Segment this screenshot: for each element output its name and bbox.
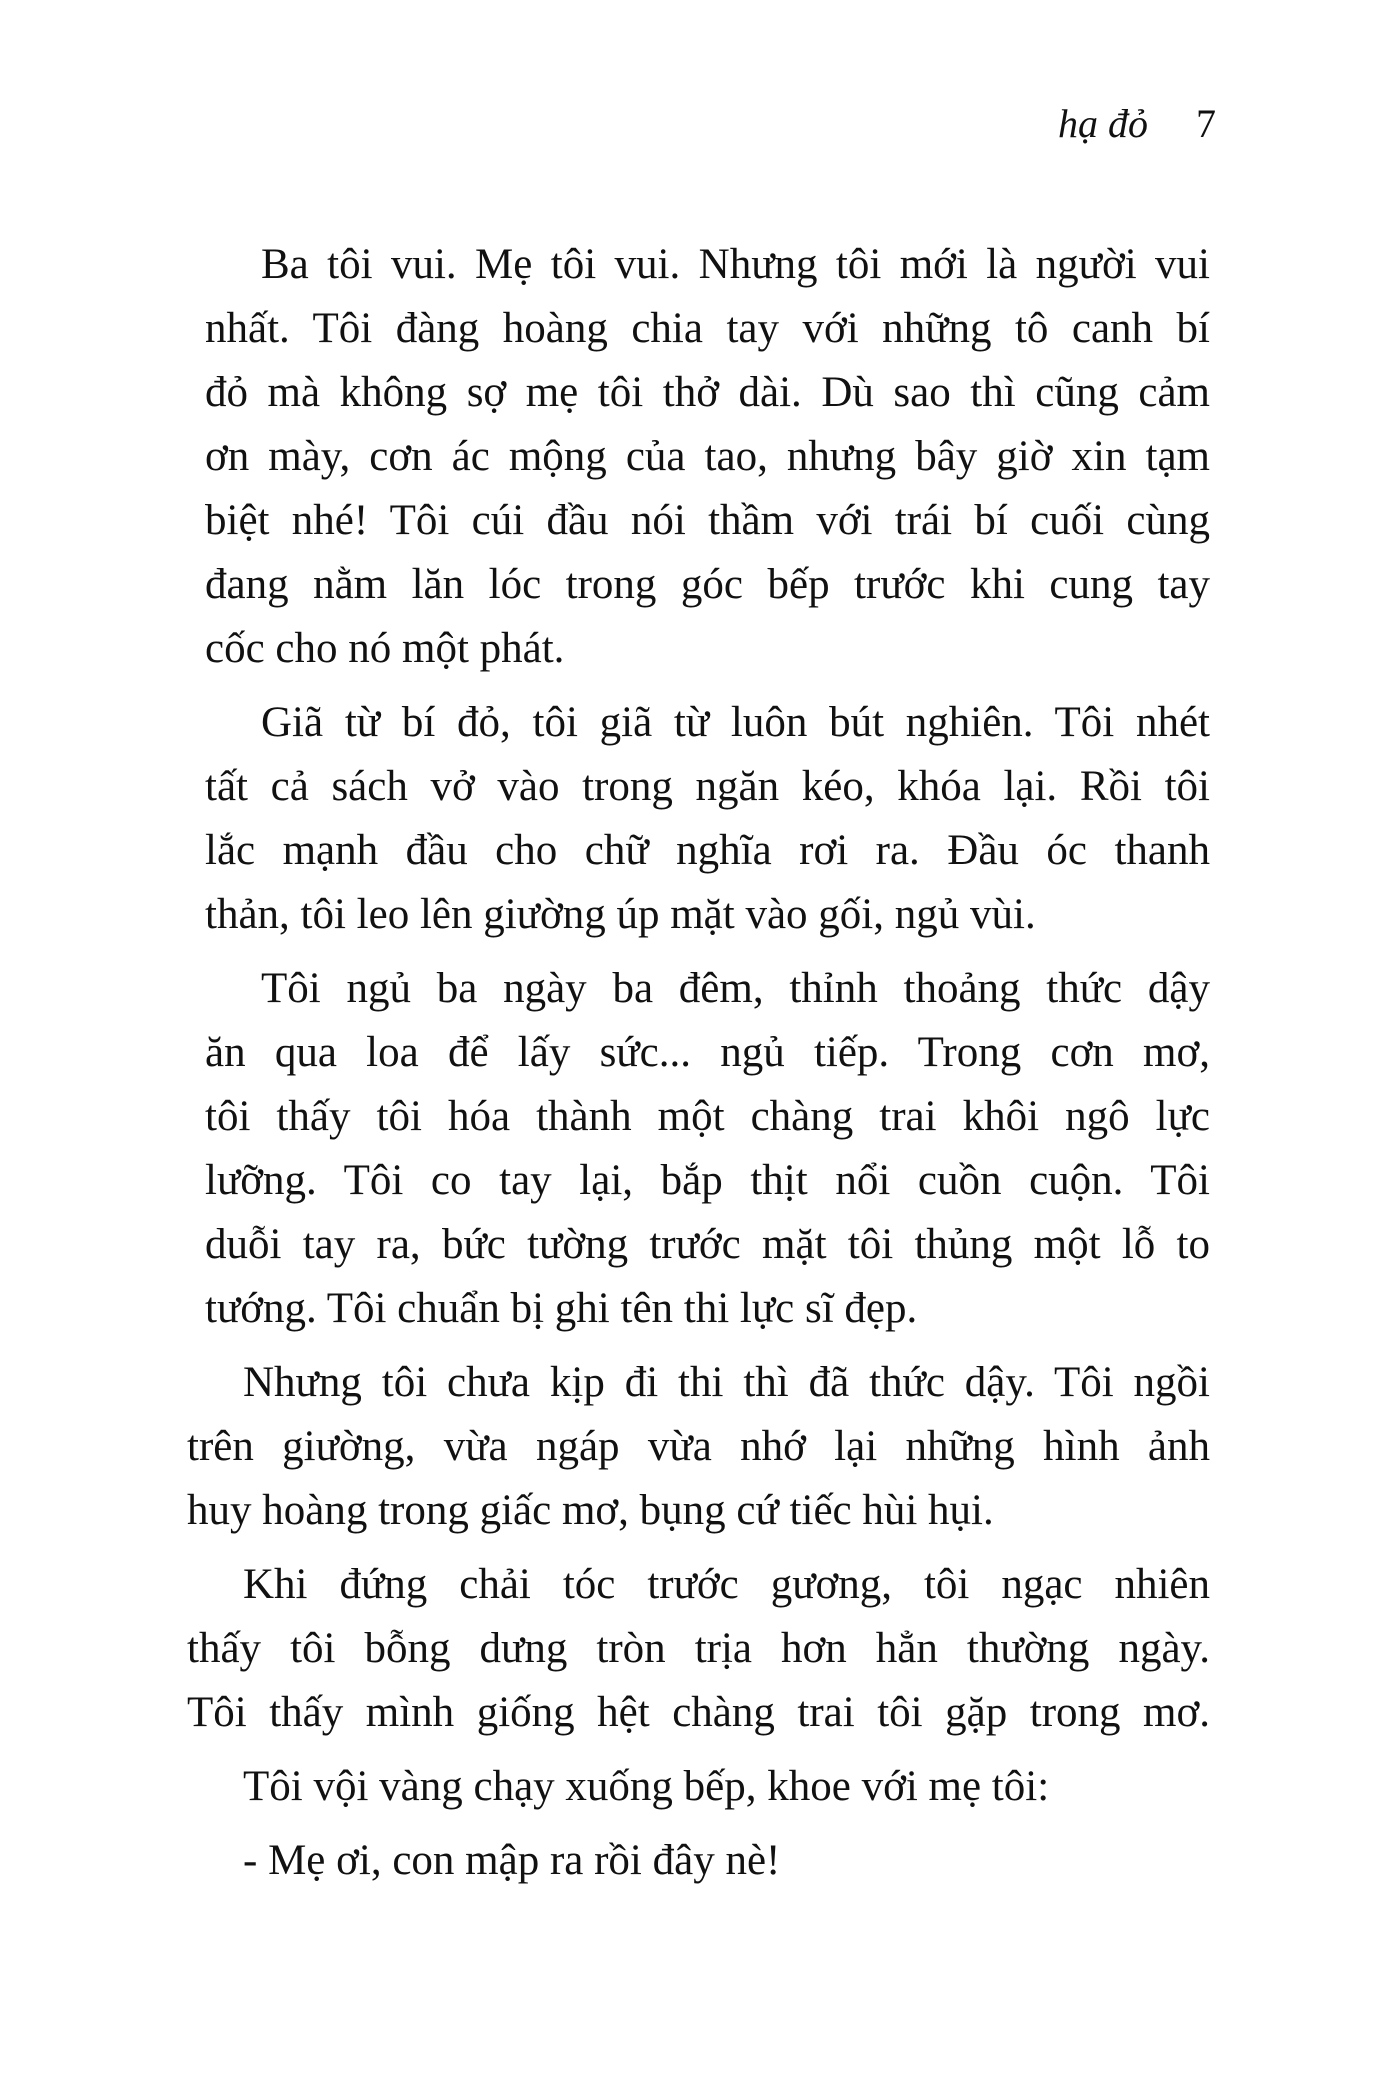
text-line: Khi đứng chải tóc trước gương, tôi ngạc nhiên xyxy=(243,1561,1210,1608)
text-line: đỏ mà không sợ mẹ tôi thở dài. Dù sao thì cũng cảm xyxy=(205,369,1210,416)
paragraph xyxy=(205,233,1210,681)
text-line: lưỡng. Tôi co tay lại, bắp thịt nổi cuồn cuộn. Tôi xyxy=(205,1157,1210,1204)
text-line: biệt nhé! Tôi cúi đầu nói thầm với trái bí cuối cùng xyxy=(205,497,1210,544)
text-line: Giã từ bí đỏ, tôi giã từ luôn bút nghiên. Tôi nhét xyxy=(261,699,1210,746)
paragraph xyxy=(187,1755,1210,1819)
text-line: Nhưng tôi chưa kịp đi thi thì đã thức dậy. Tôi ngồi xyxy=(243,1359,1210,1406)
text-line: ăn qua loa để lấy sức... ngủ tiếp. Trong cơn mơ, xyxy=(205,1029,1210,1076)
text-line: cốc cho nó một phát. xyxy=(205,625,565,672)
text-line: nhất. Tôi đàng hoàng chia tay với những tô canh bí xyxy=(205,305,1210,352)
page-body xyxy=(187,233,1210,1903)
running-header xyxy=(1058,100,1216,147)
text-line: huy hoàng trong giấc mơ, bụng cứ tiếc hùi hụi. xyxy=(187,1487,994,1534)
text-line: đang nằm lăn lóc trong góc bếp trước khi cung tay xyxy=(205,561,1210,608)
text-line: tôi thấy tôi hóa thành một chàng trai khôi ngô lực xyxy=(205,1093,1210,1140)
text-line: Tôi vội vàng chạy xuống bếp, khoe với mẹ tôi: xyxy=(243,1763,1050,1810)
paragraph xyxy=(187,1351,1210,1543)
text-line: tướng. Tôi chuẩn bị ghi tên thi lực sĩ đẹp. xyxy=(205,1285,918,1332)
text-line: Tôi thấy mình giống hệt chàng trai tôi gặp trong mơ. xyxy=(187,1689,1210,1736)
text-line: thản, tôi leo lên giường úp mặt vào gối, ngủ vùi. xyxy=(205,891,1036,938)
text-line: duỗi tay ra, bức tường trước mặt tôi thủng một lỗ to xyxy=(205,1221,1210,1268)
paragraph xyxy=(205,957,1210,1341)
text-line: ơn mày, cơn ác mộng của tao, nhưng bây giờ xin tạm xyxy=(205,433,1210,480)
text-line: Ba tôi vui. Mẹ tôi vui. Nhưng tôi mới là người vui xyxy=(261,241,1210,288)
text-line: thấy tôi bỗng dưng tròn trịa hơn hẳn thường ngày. xyxy=(187,1625,1210,1672)
text-line: trên giường, vừa ngáp vừa nhớ lại những hình ảnh xyxy=(187,1423,1210,1470)
paragraph xyxy=(187,1553,1210,1745)
page-number: 7 xyxy=(1196,101,1216,146)
dialogue-line xyxy=(187,1829,1210,1893)
text-line: Tôi ngủ ba ngày ba đêm, thỉnh thoảng thức dậy xyxy=(261,965,1210,1012)
paragraph xyxy=(205,691,1210,947)
running-title: hạ đỏ xyxy=(1058,101,1148,146)
text-line: - Mẹ ơi, con mập ra rồi đây nè! xyxy=(243,1837,781,1884)
text-line: lắc mạnh đầu cho chữ nghĩa rơi ra. Đầu óc thanh xyxy=(205,827,1210,874)
text-line: tất cả sách vở vào trong ngăn kéo, khóa lại. Rồi tôi xyxy=(205,763,1210,810)
